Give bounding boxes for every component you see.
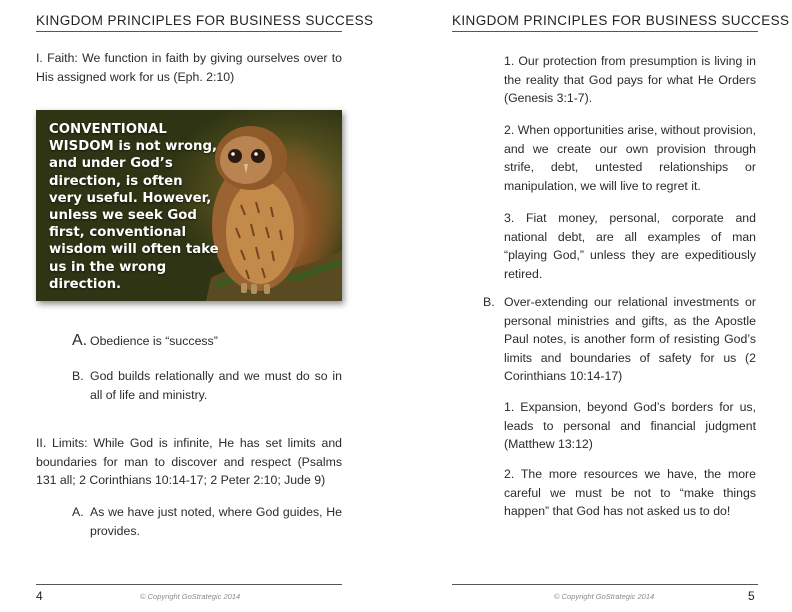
footer-rule (36, 584, 342, 585)
page-number: 5 (748, 589, 755, 603)
list-marker: B. (72, 369, 84, 383)
list-marker: A. (72, 332, 88, 349)
section-two-limits: II. Limits: While God is infinite, He has set limits and boundaries for man to discover and respect (Psalms 131 all; 2 Corinthians 10:14-17; 2 Peter 2:10; Jude 9) (36, 436, 342, 488)
section-one-faith: I. Faith: We function in faith by giving ourselves over to His assigned work for us (Eph. 2:10) (36, 51, 342, 84)
paragraph: 3. Fiat money, personal, corporate and national debt, are all examples of man “playing God,” unless they are expeditiously retired. (504, 211, 756, 281)
running-header: KINGDOM PRINCIPLES FOR BUSINESS SUCCESS (452, 13, 790, 28)
list-text: God builds relationally and we must do so in all of life and ministry. (90, 369, 342, 402)
right-page (396, 0, 792, 612)
page-number: 4 (36, 589, 43, 603)
paragraph: 2. The more resources we have, the more careful we must be not to “make things happen” that God has not asked us to do! (504, 467, 756, 519)
list-text: Obedience is “success” (90, 334, 218, 348)
copyright-notice: © Copyright GoStrategic 2014 (140, 592, 241, 601)
list-marker: A. (72, 505, 84, 519)
list-item (72, 503, 342, 543)
list-item (72, 332, 342, 352)
header-rule (36, 31, 342, 32)
header-rule (452, 31, 758, 32)
copyright-notice: © Copyright GoStrategic 2014 (554, 592, 655, 601)
paragraph: 1. Our protection from presumption is living in the reality that God pays for what He Orders (Genesis 3:1-7). (504, 54, 756, 106)
list-item (483, 293, 756, 384)
running-header: KINGDOM PRINCIPLES FOR BUSINESS SUCCESS (36, 13, 374, 28)
list-text: Over-extending our relational investments or personal ministries and gifts, as the Apostle Paul notes, is another form of resisting God’s limits and boundaries of safety for us (2 Corinthians 10:14-17) (504, 295, 756, 384)
list-item (72, 367, 342, 407)
list-marker: B. (483, 295, 495, 309)
image-caption: CONVENTIONAL WISDOM is not wrong, and under God’s direction, is often very useful. However, unless we seek God first, conventional wisdom will often take us in the wrong direction. (49, 122, 219, 292)
footer-rule (452, 584, 758, 585)
paragraph: 2. When opportunities arise, without provision, and we create our own provision through strife, debt, untested relationships or manipulation, we will live to regret it. (504, 123, 756, 193)
paragraph: 1. Expansion, beyond God’s borders for us, leads to personal and financial judgment (Matthew 13:12) (504, 400, 756, 452)
owl-image (36, 110, 342, 301)
list-text: As we have just noted, where God guides, He provides. (90, 505, 342, 538)
